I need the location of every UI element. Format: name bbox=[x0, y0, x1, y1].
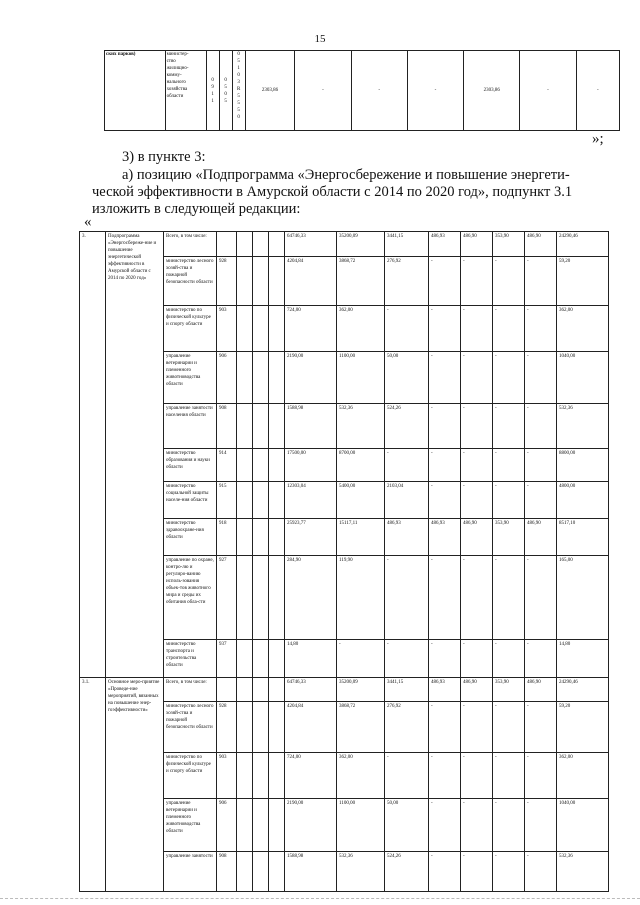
table-cell: 0 9 1 1 bbox=[206, 51, 219, 131]
table-cell bbox=[237, 519, 253, 556]
table-cell: 3. bbox=[80, 232, 106, 678]
table-cell: - bbox=[525, 640, 557, 678]
table-cell: - bbox=[525, 556, 557, 640]
table-cell: 524,26 bbox=[385, 852, 429, 892]
table-cell bbox=[237, 852, 253, 892]
table-cell: - bbox=[429, 449, 461, 482]
closing-mark: »; bbox=[592, 131, 604, 147]
table-cell bbox=[269, 678, 285, 702]
table-cell: - bbox=[461, 702, 493, 753]
table-cell bbox=[253, 640, 269, 678]
table-cell: 165,00 bbox=[557, 556, 609, 640]
table-cell: 724,00 bbox=[285, 753, 337, 799]
table-cell: министерство лесного хозяй-ства и пожарной безопасности области bbox=[164, 257, 217, 306]
table-cell bbox=[237, 232, 253, 257]
table-cell: 927 bbox=[217, 556, 237, 640]
table-cell: управление занятости населения области bbox=[164, 404, 217, 449]
table-cell: - bbox=[429, 799, 461, 852]
table-cell: 2190,00 bbox=[285, 352, 337, 404]
table-cell: - bbox=[461, 753, 493, 799]
table-cell: - bbox=[385, 640, 429, 678]
table-cell: - bbox=[525, 702, 557, 753]
table-cell bbox=[237, 678, 253, 702]
table-cell bbox=[217, 232, 237, 257]
table-cell bbox=[269, 257, 285, 306]
table-cell: - bbox=[493, 799, 525, 852]
table-cell: 1040,00 bbox=[557, 799, 609, 852]
table-cell: 64746,33 bbox=[285, 678, 337, 702]
table-cell: 937 bbox=[217, 640, 237, 678]
table-cell: - bbox=[461, 799, 493, 852]
table-cell: 914 bbox=[217, 449, 237, 482]
table-cell bbox=[269, 556, 285, 640]
table-cell: - bbox=[493, 556, 525, 640]
table-cell: - bbox=[525, 852, 557, 892]
table-cell: - bbox=[461, 404, 493, 449]
table-cell: 59,20 bbox=[557, 702, 609, 753]
table-cell: 906 bbox=[217, 352, 237, 404]
table-cell: министер- ство жилищно- комму- нального хозяйства области bbox=[165, 51, 206, 131]
table-cell: - bbox=[493, 404, 525, 449]
table-cell: 486,93 bbox=[429, 519, 461, 556]
table-cell: 928 bbox=[217, 257, 237, 306]
table-cell: 486,90 bbox=[525, 519, 557, 556]
table-cell: 14,80 bbox=[285, 640, 337, 678]
table-cell bbox=[269, 352, 285, 404]
table-cell: - bbox=[461, 449, 493, 482]
table-cell: 724,00 bbox=[285, 306, 337, 352]
table-row bbox=[80, 678, 609, 702]
table-cell: - bbox=[429, 482, 461, 519]
table-cell: - bbox=[461, 640, 493, 678]
continued-table bbox=[104, 50, 620, 131]
table-cell: Подпрограмма «Энергосбереже-ние и повышение энергетической эффективности в Амурской области с 2014 по 2020 год» bbox=[106, 232, 164, 678]
table-cell: 5400,00 bbox=[337, 482, 385, 519]
table-cell: управление ветеринарии и племенного животноводства области bbox=[164, 799, 217, 852]
table-cell bbox=[253, 449, 269, 482]
table-cell bbox=[253, 519, 269, 556]
table-cell: - bbox=[493, 449, 525, 482]
table-cell: 486,90 bbox=[461, 678, 493, 702]
table-cell: - bbox=[461, 556, 493, 640]
table-cell: - bbox=[525, 306, 557, 352]
table-cell: 915 bbox=[217, 482, 237, 519]
table-cell: 24290,46 bbox=[557, 232, 609, 257]
table-cell bbox=[237, 449, 253, 482]
table-cell: 25923,77 bbox=[285, 519, 337, 556]
table-cell: 276,92 bbox=[385, 702, 429, 753]
table-cell: - bbox=[493, 352, 525, 404]
table-cell: 2303,86 bbox=[245, 51, 295, 131]
table-cell: министерство образования и науки области bbox=[164, 449, 217, 482]
table-cell: 276,92 bbox=[385, 257, 429, 306]
table-cell bbox=[269, 640, 285, 678]
table-cell: - bbox=[576, 51, 619, 131]
table-row bbox=[80, 232, 609, 257]
table-cell bbox=[253, 482, 269, 519]
table-cell: 2190,00 bbox=[285, 799, 337, 852]
table-cell: 35200,09 bbox=[337, 678, 385, 702]
table-cell bbox=[253, 852, 269, 892]
table-cell: 524,26 bbox=[385, 404, 429, 449]
table-cell: - bbox=[385, 556, 429, 640]
table-cell: 8700,00 bbox=[337, 449, 385, 482]
table-cell: 35200,09 bbox=[337, 232, 385, 257]
table-cell bbox=[269, 799, 285, 852]
table-cell: 1100,00 bbox=[337, 352, 385, 404]
table-cell: 59,20 bbox=[557, 257, 609, 306]
table-cell: - bbox=[429, 306, 461, 352]
table-cell: 0 5 0 5 bbox=[219, 51, 232, 131]
table-cell: Всего, в том числе: bbox=[164, 678, 217, 702]
page-divider bbox=[0, 898, 640, 900]
table-cell: 486,93 bbox=[429, 232, 461, 257]
table-cell: - bbox=[520, 51, 576, 131]
table-cell: - bbox=[407, 51, 463, 131]
table-cell: 17500,00 bbox=[285, 449, 337, 482]
table-cell: 903 bbox=[217, 753, 237, 799]
table-cell bbox=[253, 702, 269, 753]
table-cell: 64746,33 bbox=[285, 232, 337, 257]
table-cell: - bbox=[493, 753, 525, 799]
table-cell: - bbox=[493, 640, 525, 678]
table-cell: 8800,00 bbox=[557, 449, 609, 482]
table-cell: 918 bbox=[217, 519, 237, 556]
table-cell bbox=[269, 753, 285, 799]
table-cell bbox=[237, 257, 253, 306]
table-cell: 15117,11 bbox=[337, 519, 385, 556]
subprogram-table bbox=[79, 231, 609, 892]
table-cell bbox=[253, 556, 269, 640]
table-cell: ских парков) bbox=[105, 51, 166, 131]
table-cell bbox=[237, 702, 253, 753]
table-cell bbox=[253, 799, 269, 852]
paragraph-line: а) позицию «Подпрограмма «Энергосбережение и повышение энергети- bbox=[122, 167, 570, 183]
table-cell: 353,90 bbox=[493, 232, 525, 257]
table-cell: 486,90 bbox=[461, 232, 493, 257]
table-cell: - bbox=[525, 257, 557, 306]
table-cell: - bbox=[461, 257, 493, 306]
table-cell: 119,90 bbox=[337, 556, 385, 640]
table-cell: - bbox=[525, 799, 557, 852]
table-cell bbox=[269, 449, 285, 482]
table-cell bbox=[237, 404, 253, 449]
table-cell: Основное меро-приятие «Проведе-ние мероприятий, вязанных на повышение энер-гоэффективности» bbox=[106, 678, 164, 892]
table-cell: 284,90 bbox=[285, 556, 337, 640]
table-cell: 8517,10 bbox=[557, 519, 609, 556]
table-cell bbox=[269, 482, 285, 519]
table-cell: - bbox=[351, 51, 407, 131]
table-cell: 50,00 bbox=[385, 799, 429, 852]
table-cell: - bbox=[385, 449, 429, 482]
table-cell: - bbox=[429, 352, 461, 404]
table-cell: - bbox=[385, 753, 429, 799]
table-cell: 486,90 bbox=[525, 232, 557, 257]
table-cell bbox=[253, 306, 269, 352]
table-cell bbox=[237, 306, 253, 352]
table-cell bbox=[253, 352, 269, 404]
paragraph-line: ческой эффективности в Амурской области с 2014 по 2020 год», подпункт 3.1 bbox=[92, 184, 573, 200]
table-cell: 928 bbox=[217, 702, 237, 753]
table-cell: 908 bbox=[217, 404, 237, 449]
table-cell: - bbox=[525, 404, 557, 449]
table-cell: - bbox=[461, 352, 493, 404]
table-cell: 532,36 bbox=[337, 404, 385, 449]
table-cell: - bbox=[429, 404, 461, 449]
table-cell: - bbox=[493, 306, 525, 352]
table-cell: 903 bbox=[217, 306, 237, 352]
paragraph-line: изложить в следующей редакции: bbox=[92, 201, 301, 217]
table-cell bbox=[269, 404, 285, 449]
table-cell: - bbox=[525, 449, 557, 482]
table-cell bbox=[237, 799, 253, 852]
table-cell: - bbox=[493, 702, 525, 753]
table-cell bbox=[237, 352, 253, 404]
table-cell: управление занятости bbox=[164, 852, 217, 892]
table-cell: управление ветеринарии и племенного животноводства области bbox=[164, 352, 217, 404]
table-cell: - bbox=[385, 306, 429, 352]
table-cell: - bbox=[337, 640, 385, 678]
table-cell: - bbox=[461, 482, 493, 519]
table-cell: управление по охране, контро-лю и регулиро-ванию исполь-зования объек-тов животного мира и среды их обитания обла-сти bbox=[164, 556, 217, 640]
table-cell: 486,93 bbox=[429, 678, 461, 702]
table-cell: 532,36 bbox=[557, 404, 609, 449]
table-cell bbox=[253, 753, 269, 799]
table-cell: 486,93 bbox=[385, 519, 429, 556]
table-cell: 532,36 bbox=[337, 852, 385, 892]
table-cell: 14,80 bbox=[557, 640, 609, 678]
table-cell: 24290,46 bbox=[557, 678, 609, 702]
table-cell: 4204,84 bbox=[285, 257, 337, 306]
table-cell: 1100,00 bbox=[337, 799, 385, 852]
table-cell: министерство по физической культуре и спорту области bbox=[164, 753, 217, 799]
table-cell: - bbox=[525, 482, 557, 519]
table-cell: - bbox=[493, 852, 525, 892]
table-cell: 3441,15 bbox=[385, 232, 429, 257]
table-cell bbox=[269, 852, 285, 892]
table-cell: 908 bbox=[217, 852, 237, 892]
table-cell: 50,00 bbox=[385, 352, 429, 404]
table-cell: 353,90 bbox=[493, 519, 525, 556]
table-cell bbox=[253, 678, 269, 702]
table-cell bbox=[269, 232, 285, 257]
table-cell: Всего, в том числе: bbox=[164, 232, 217, 257]
table-cell: министерство социальной защиты населе-ния области bbox=[164, 482, 217, 519]
table-cell: - bbox=[461, 852, 493, 892]
table-cell: 0 5 1 0 3 R 5 5 5 0 bbox=[232, 51, 245, 131]
table-cell: - bbox=[295, 51, 351, 131]
table-cell: - bbox=[461, 306, 493, 352]
table-cell: 362,00 bbox=[337, 753, 385, 799]
table-cell bbox=[253, 257, 269, 306]
table-cell: - bbox=[525, 352, 557, 404]
table-cell: 532,36 bbox=[557, 852, 609, 892]
table-cell: 3868,72 bbox=[337, 257, 385, 306]
page-number: 15 bbox=[314, 33, 326, 45]
table-cell: 4800,00 bbox=[557, 482, 609, 519]
table-cell: министерство по физической культуре и спорту области bbox=[164, 306, 217, 352]
table-cell: - bbox=[493, 482, 525, 519]
table-cell: 12303,04 bbox=[285, 482, 337, 519]
table-cell bbox=[237, 640, 253, 678]
table-cell: - bbox=[429, 556, 461, 640]
table-cell bbox=[237, 482, 253, 519]
table-cell: 486,90 bbox=[525, 678, 557, 702]
table-cell: - bbox=[493, 257, 525, 306]
table-cell: 362,00 bbox=[557, 306, 609, 352]
table-cell: - bbox=[429, 753, 461, 799]
table-cell: 3.1. bbox=[80, 678, 106, 892]
table-cell: - bbox=[429, 257, 461, 306]
table-cell bbox=[269, 306, 285, 352]
table-cell bbox=[237, 556, 253, 640]
table-cell: 906 bbox=[217, 799, 237, 852]
table-cell: министерство лесного хозяй-ства и пожарной безопасности области bbox=[164, 702, 217, 753]
table-cell: - bbox=[429, 852, 461, 892]
table-cell: 3441,15 bbox=[385, 678, 429, 702]
table-cell bbox=[253, 404, 269, 449]
table-cell: - bbox=[429, 702, 461, 753]
table-cell: 486,90 bbox=[461, 519, 493, 556]
table-cell bbox=[253, 232, 269, 257]
table-cell: министерство транспорта и строительства области bbox=[164, 640, 217, 678]
table-cell: 3868,72 bbox=[337, 702, 385, 753]
table-cell: 1588,98 bbox=[285, 404, 337, 449]
table-cell: 362,00 bbox=[557, 753, 609, 799]
table-cell: - bbox=[429, 640, 461, 678]
table-cell bbox=[269, 702, 285, 753]
table-cell: 1588,98 bbox=[285, 852, 337, 892]
table-cell: 362,00 bbox=[337, 306, 385, 352]
table-cell: министерство здравоохране-ния области bbox=[164, 519, 217, 556]
table-cell: 353,90 bbox=[493, 678, 525, 702]
table-cell bbox=[269, 519, 285, 556]
table-cell bbox=[237, 753, 253, 799]
table-cell: 2103,04 bbox=[385, 482, 429, 519]
paragraph-line: 3) в пункте 3: bbox=[122, 149, 206, 165]
table-cell: - bbox=[525, 753, 557, 799]
table-cell bbox=[217, 678, 237, 702]
table-cell: 1040,00 bbox=[557, 352, 609, 404]
table-cell: 4204,84 bbox=[285, 702, 337, 753]
open-quote: « bbox=[84, 214, 92, 230]
table-cell: 2303,86 bbox=[464, 51, 520, 131]
